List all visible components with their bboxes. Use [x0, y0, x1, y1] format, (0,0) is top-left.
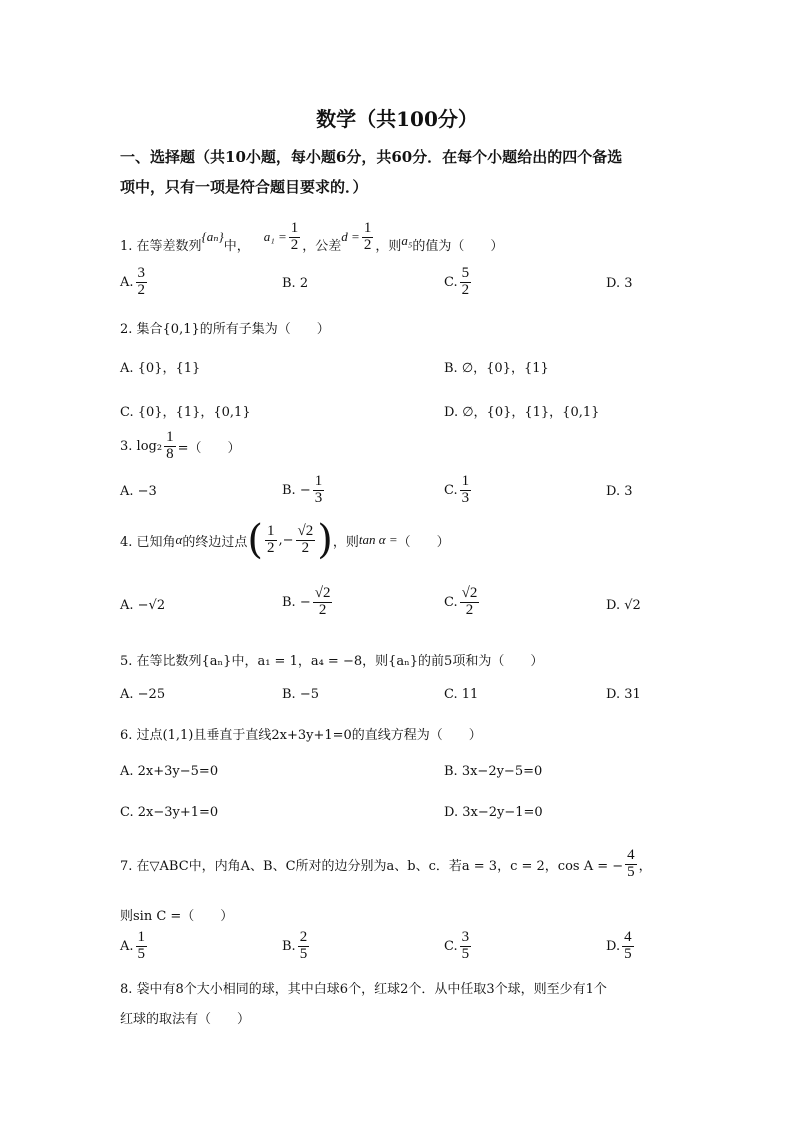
q4-b-den: 2	[318, 601, 327, 618]
q1-d: d =	[341, 229, 360, 244]
q4-text-c: ，则	[332, 534, 359, 550]
q7-c-num: 3	[461, 929, 470, 945]
q1-d-fraction	[362, 221, 374, 254]
q7-den: 5	[627, 863, 635, 880]
q7-num: 4	[627, 847, 635, 863]
q3-option-c-fraction	[460, 474, 472, 507]
q1-a1-den: 2	[290, 236, 299, 253]
q2-option-b: B. ∅，{0}，{1}	[444, 361, 549, 376]
q3-option-a: A. −3	[120, 484, 157, 499]
q7-option-d	[606, 930, 636, 963]
question-8-line-2: 红球的取法有（ ）	[120, 1012, 251, 1027]
q4-alpha: α	[175, 532, 183, 547]
q1-option-c-fraction	[460, 266, 472, 299]
q7-option-d-fraction	[622, 930, 634, 963]
q7-c-den: 5	[461, 945, 470, 962]
q1-d-den: 2	[363, 236, 372, 253]
right-paren-icon: )	[317, 517, 333, 563]
q1-option-a-fraction	[136, 266, 148, 299]
q3-option-d: D. 3	[606, 484, 633, 499]
question-1-stem	[120, 218, 503, 270]
q3-num: 1	[166, 429, 174, 445]
section-heading-line-2: 项中，只有一项是符合题目要求的．）	[120, 178, 368, 196]
q1-a1-fraction	[289, 221, 301, 254]
q7-a-num: 1	[137, 929, 146, 945]
q1-text-d: ，则	[375, 238, 402, 254]
q7-option-c-label: C.	[444, 938, 458, 954]
q3-text-a: 3. log₂	[120, 438, 163, 454]
q1-option-a	[120, 266, 149, 299]
q4-option-c	[444, 586, 481, 619]
q3-den: 8	[166, 445, 174, 462]
q1-option-b: B. 2	[282, 276, 309, 291]
q3-b-den: 3	[314, 489, 323, 506]
q4-option-a: A. −√2	[120, 598, 166, 613]
q3-b-num: 1	[314, 473, 323, 489]
q4-b-num: √2	[314, 585, 331, 601]
q4-p2-num: √2	[297, 522, 314, 539]
q7-option-b-fraction	[298, 930, 310, 963]
q7-a-den: 5	[137, 945, 146, 962]
q4-text-d: （ ）	[397, 534, 450, 550]
q7-option-c-fraction	[460, 930, 472, 963]
q1-option-c-label: C.	[444, 274, 458, 290]
q4-tan: tan α =	[358, 532, 398, 547]
q1-text-a: 1. 在等差数列	[120, 238, 202, 254]
q4-option-c-fraction	[460, 586, 480, 619]
q4-option-b-label: B. −	[282, 594, 311, 610]
q4-option-b	[282, 586, 334, 619]
q4-text-a: 4. 已知角	[120, 534, 176, 550]
q7-option-a-label: A.	[120, 938, 134, 954]
question-6-stem: 6. 过点(1,1)且垂直于直线2x+3y+1=0的直线方程为（ ）	[120, 728, 482, 743]
q1-c-num: 5	[461, 265, 470, 281]
page-title: 数学（共100分）	[316, 107, 478, 131]
q7-d-den: 5	[624, 945, 632, 962]
q1-text-b: 中，	[223, 238, 250, 254]
q6-option-b: B. 3x−2y−5=0	[444, 764, 543, 779]
q7-text-b: ，	[638, 858, 652, 874]
q1-option-c	[444, 266, 473, 299]
q7-option-a	[120, 930, 149, 963]
q7-option-d-label: D.	[606, 938, 621, 954]
q4-point	[247, 517, 333, 563]
question-5-stem: 5. 在等比数列{aₙ}中，a₁ = 1，a₄ = −8，则{aₙ}的前5项和为（ ）	[120, 654, 544, 669]
q1-text-c: ，公差	[302, 238, 342, 254]
q6-option-d: D. 3x−2y−1=0	[444, 805, 543, 820]
q4-p2-den: 2	[301, 539, 310, 556]
q1-a1: a₁ =	[263, 229, 287, 244]
q3-c-den: 3	[461, 489, 470, 506]
q5-option-b: B. −5	[282, 687, 319, 702]
q7-b-num: 2	[299, 929, 308, 945]
q4-text-b: 的终边过点	[182, 534, 248, 550]
q4-c-den: 2	[465, 601, 474, 618]
q1-c-den: 2	[461, 281, 470, 298]
q4-option-d: D. √2	[606, 598, 641, 613]
q7-option-a-fraction	[136, 930, 148, 963]
q3-option-b	[282, 474, 326, 507]
q1-option-d: D. 3	[606, 276, 633, 291]
q4-point-y	[296, 524, 316, 557]
question-7-stem	[120, 848, 652, 881]
q5-option-a: A. −25	[120, 687, 166, 702]
q6-option-a: A. 2x+3y−5=0	[120, 764, 219, 779]
q4-point-sep: ,−	[278, 532, 294, 548]
q4-option-c-label: C.	[444, 594, 458, 610]
q7-option-c	[444, 930, 473, 963]
q1-option-a-label: A.	[120, 274, 134, 290]
section-heading-line-1: 一、选择题（共10小题，每小题6分，共60分．在每个小题给出的四个备选	[120, 148, 623, 166]
q3-c-num: 1	[461, 473, 470, 489]
question-2-stem: 2. 集合{0,1}的所有子集为（ ）	[120, 322, 330, 337]
q4-p1-num: 1	[267, 522, 275, 539]
q3-text-b: =（ ）	[177, 440, 241, 456]
q3-option-c-label: C.	[444, 482, 458, 498]
q3-option-b-label: B. −	[282, 482, 311, 498]
question-3-stem	[120, 430, 240, 463]
q7-option-b	[282, 930, 311, 963]
q3-option-c	[444, 474, 473, 507]
question-7-line-2: 则sin C =（ ）	[120, 909, 234, 924]
q4-p1-den: 2	[267, 539, 275, 556]
question-4-stem	[120, 517, 450, 563]
q7-option-b-label: B.	[282, 938, 296, 954]
q4-c-num: √2	[461, 585, 478, 601]
q5-option-c: C. 11	[444, 687, 479, 702]
q3-option-b-fraction	[313, 474, 325, 507]
q1-a-num: 3	[137, 265, 146, 281]
q7-b-den: 5	[299, 945, 308, 962]
q2-option-a: A. {0}，{1}	[120, 361, 201, 376]
q5-option-d: D. 31	[606, 687, 641, 702]
q7-fraction	[625, 848, 637, 881]
q6-option-c: C. 2x−3y+1=0	[120, 805, 219, 820]
q3-fraction	[164, 430, 176, 463]
q1-d-num: 1	[363, 219, 372, 236]
left-paren-icon: (	[247, 517, 263, 563]
q1-a-den: 2	[137, 281, 146, 298]
q7-text-a: 7. 在▽ABC中，内角A、B、C所对的边分别为a、b、c．若a = 3，c = 2，cos A = −	[120, 858, 624, 874]
q4-option-b-fraction	[313, 586, 333, 619]
q2-option-c: C. {0}，{1}，{0,1}	[120, 405, 251, 420]
q7-d-num: 4	[624, 929, 632, 945]
q1-seq: {aₙ}	[201, 229, 224, 244]
q2-option-d: D. ∅，{0}，{1}，{0,1}	[444, 405, 600, 420]
question-8-line-1: 8. 袋中有8个大小相同的球，其中白球6个，红球2个．从中任取3个球，则至少有1个	[120, 982, 607, 997]
q1-a1-num: 1	[290, 219, 299, 236]
q1-a5: a₅	[401, 233, 413, 248]
q4-point-x	[265, 524, 277, 557]
q1-text-e: 的值为（ ）	[412, 238, 504, 254]
